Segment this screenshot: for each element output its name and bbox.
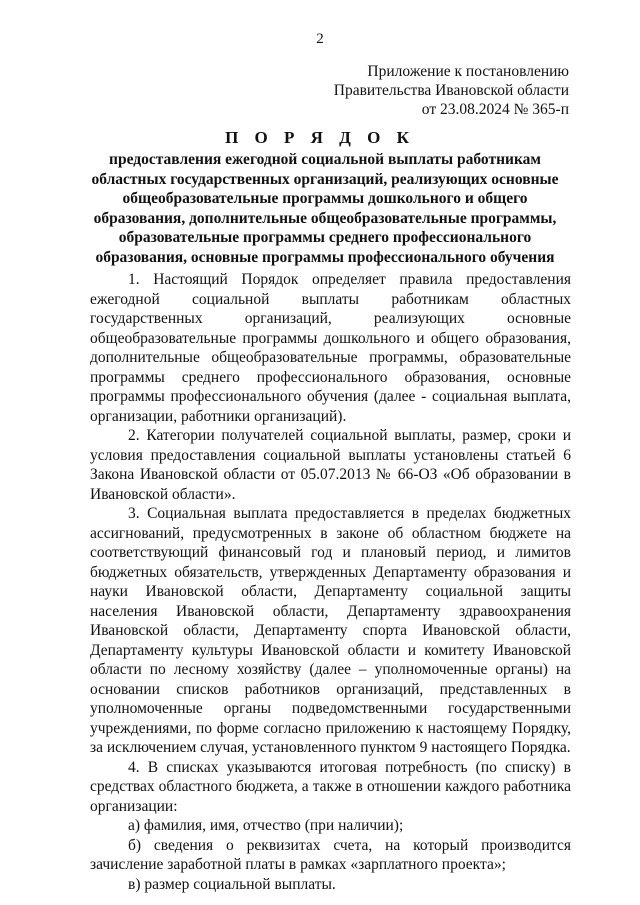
appendix-line-3: от 23.08.2024 № 365-п	[421, 101, 569, 118]
list-item-a: а) фамилия, имя, отчество (при наличии);	[128, 817, 404, 834]
appendix-line-2: Правительства Ивановской области	[333, 82, 569, 99]
document-title: П О Р Я Д О К	[225, 128, 415, 147]
page-number: 2	[316, 31, 324, 47]
list-item-c: в) размер социальной выплаты.	[128, 875, 336, 893]
document-body	[90, 270, 571, 894]
appendix-line-1: Приложение к постановлению	[367, 63, 569, 80]
paragraph-2: 2. Категории получателей социальной выплаты, размер, сроки и условия предоставления социальной выплаты установлены статьей 6 Закона Ивановской области от 05.07.2013 № 66-ОЗ «Об образовании в Ивановской области».	[90, 427, 571, 503]
paragraph-4: 4. В списках указываются итоговая потребность (по списку) в средствах областного бюджета, а также в отношении каждого работника организации:	[90, 758, 571, 815]
appendix-reference	[334, 62, 569, 119]
document-subtitle: предоставления ежегодной социальной выплаты работникам областных государственных организаций, реализующих основные общеобразовательные программы дошкольного и общего образования, дополнительные общеобразовательные программы, образовательные программы среднего профессионального образования, основные программы профессионального обучения	[91, 151, 559, 266]
paragraph-3: 3. Социальная выплата предоставляется в пределах бюджетных ассигнований, предусмотренных в законе об областном бюджете на соответствующий финансовый год и плановый период, и лимитов бюджетных обязательств, утвержденных Департаменту образования и науки Ивановской области, Департаменту социальной защиты населения Ивановской области, Департаменту здравоохранения Ивановской области, Департаменту спорта Ивановской области, Департаменту культуры Ивановской области и комитету Ивановской области по лесному хозяйству (далее – уполномоченные органы) на основании списков работников организаций, представленных в уполномоченные органы подведомственными государственными учреждениями, по форме согласно приложению к настоящему Порядку, за исключением случая, установленного пунктом 9 настоящего Порядка.	[90, 505, 571, 756]
paragraph-1: 1. Настоящий Порядок определяет правила предоставления ежегодной социальной выплаты работникам областных государственных организаций, реализующих основные общеобразовательные программы дошкольного и общего образования, дополнительные общеобразовательные программы, образовательные программы среднего профессионального образования, основные программы профессионального обучения (далее - социальная выплата, организации, работники организаций).	[90, 271, 571, 425]
list-item-b: б) сведения о реквизитах счета, на который производится зачисление заработной платы в рамках «зарплатного проекта»;	[90, 836, 571, 873]
